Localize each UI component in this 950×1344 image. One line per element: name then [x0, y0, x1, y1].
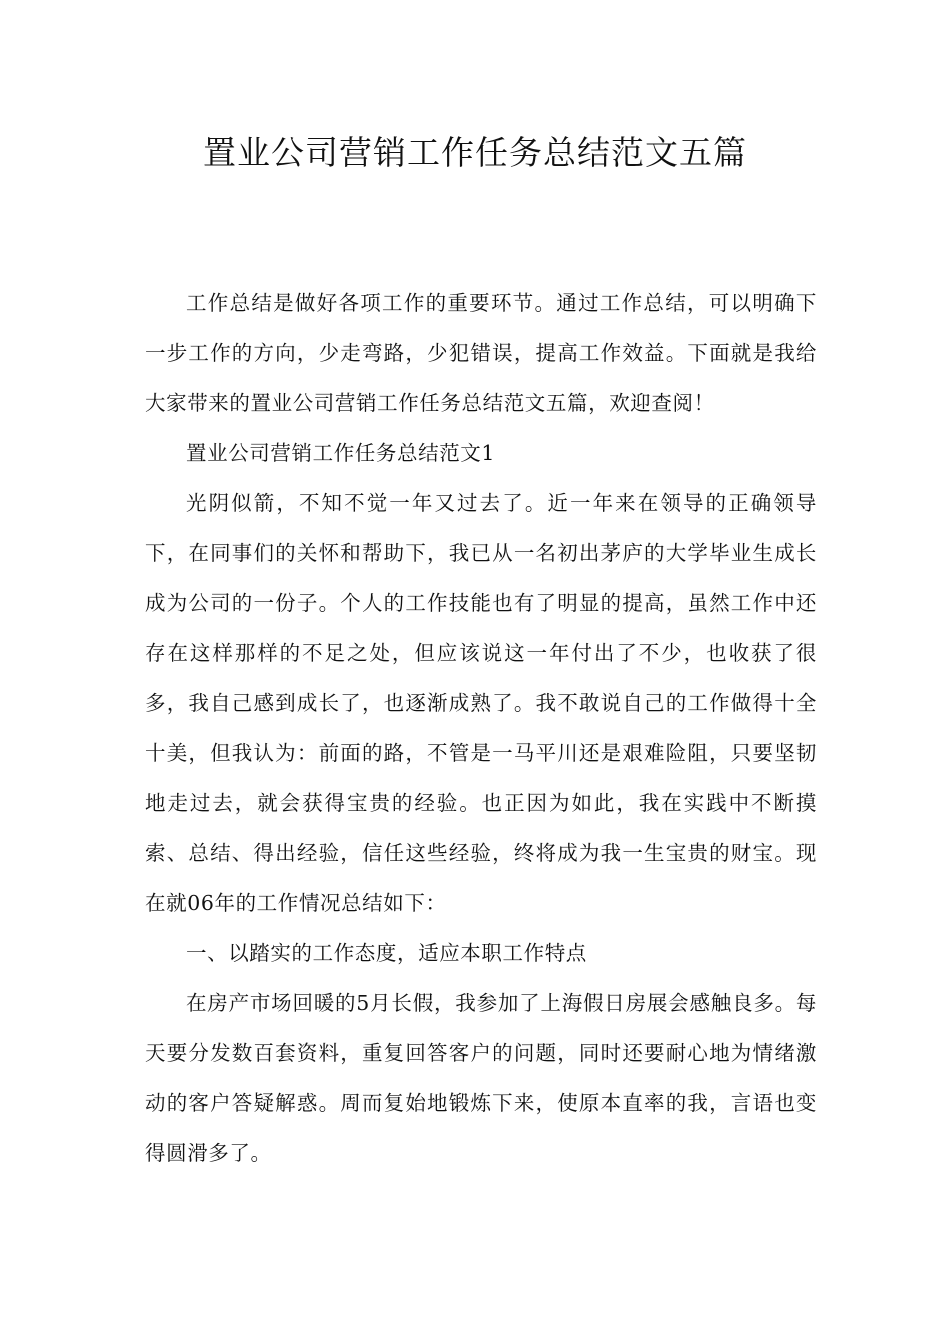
subsection-heading: 一、以踏实的工作态度，适应本职工作特点 [186, 941, 587, 965]
body-paragraph: 光阴似箭，不知不觉一年又过去了。近一年来在领导的正确领导下，在同事们的关怀和帮助下，我已从一名初出茅庐的大学毕业生成长成为公司的一份子。个人的工作技能也有了明显的提高，虽然工作中还存在这样那样的不足之处，但应该说这一年付出了不少，也收获了很多，我自己感到成长了，也逐渐成熟了。我不敢说自己的工作做得十全十美，但我认为：前面的路，不管是一马平川还是艰难险阻，只要坚韧地走过去，就会获得宝贵的经验。也正因为如此，我在实践中不断摸索、总结、得出经验，信任这些经验，终将成为我一生宝贵的财宝。现在就06年的工作情况总结如下： [145, 491, 817, 915]
section-heading-sample-1: 置业公司营销工作任务总结范文1 [186, 441, 496, 465]
intro-paragraph: 工作总结是做好各项工作的重要环节。通过工作总结，可以明确下一步工作的方向，少走弯路，少犯错误，提高工作效益。下面就是我给大家带来的置业公司营销工作任务总结范文五篇，欢迎查阅！ [145, 291, 817, 415]
document-title: 置业公司营销工作任务总结范文五篇 [203, 133, 747, 172]
document-body [145, 278, 817, 1178]
body-paragraph: 在房产市场回暖的5月长假，我参加了上海假日房展会感触良多。每天要分发数百套资料，重复回答客户的问题，同时还要耐心地为情绪激动的客户答疑解惑。周而复始地锻炼下来，使原本直率的我，言语也变得圆滑多了。 [145, 991, 817, 1165]
